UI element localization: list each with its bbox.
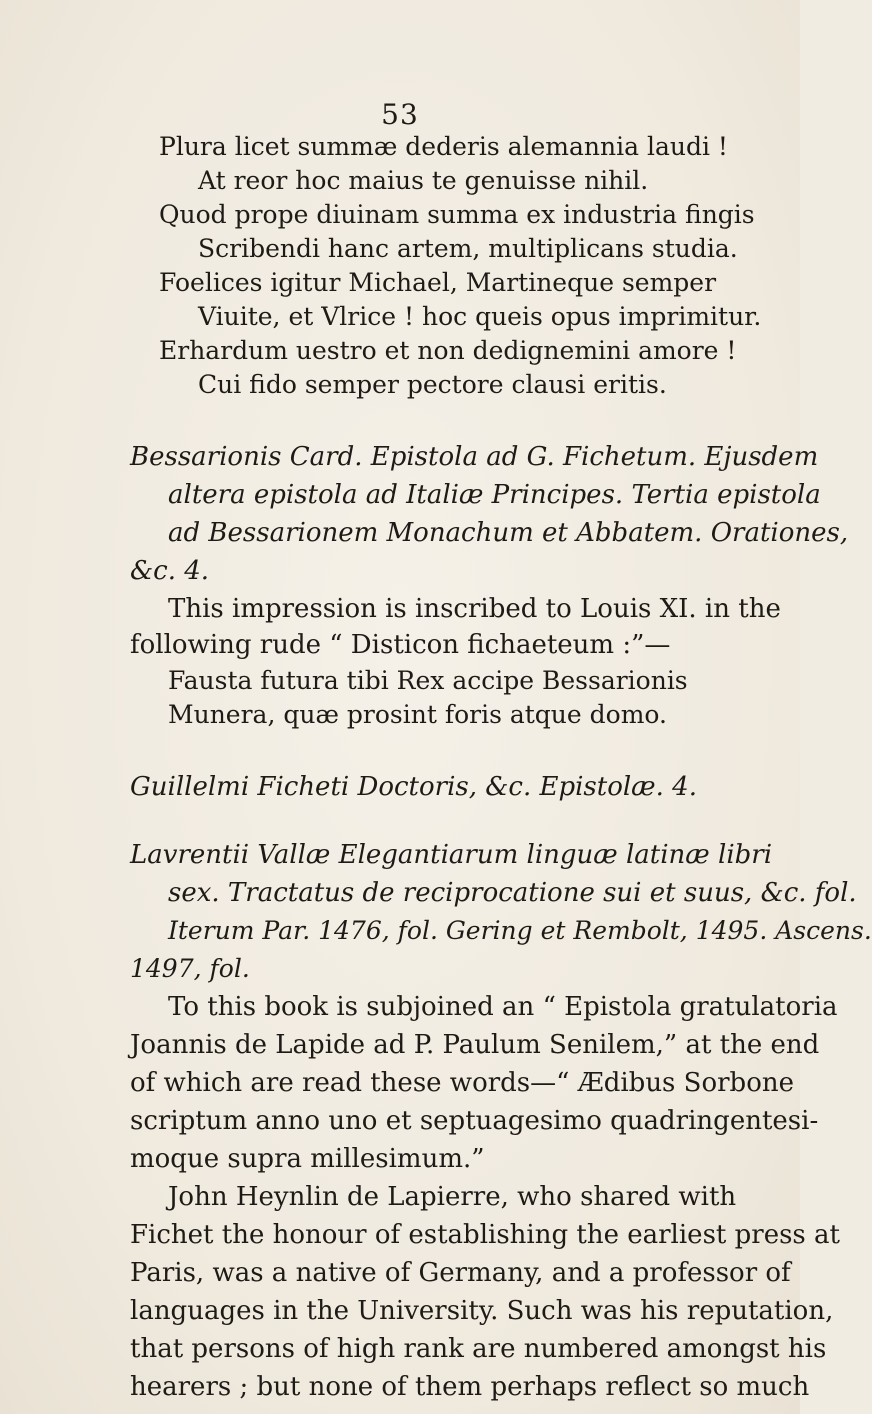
entry-title-line: altera epistola ad Italiæ Principes. Tertia epistola bbox=[168, 480, 821, 510]
entry-note-line: moque supra millesimum.” bbox=[130, 1144, 485, 1174]
entry-title-line: Bessarionis Card. Epistola ad G. Fichetum. Ejusdem bbox=[130, 442, 819, 472]
entry-title-line: 1497, fol. bbox=[130, 954, 250, 983]
verse-line: Plura licet summæ dederis alemannia laudi ! bbox=[159, 132, 728, 161]
entry-title-line: Iterum Par. 1476, fol. Gering et Rembolt, 1495. Ascens. bbox=[168, 916, 872, 945]
entry-title-line: sex. Tractatus de reciprocatione sui et suus, &c. fol. bbox=[168, 878, 857, 908]
entry-note-line: This impression is inscribed to Louis XI. in the bbox=[168, 594, 781, 624]
entry-title-line: &c. 4. bbox=[130, 556, 210, 586]
verse-line: Viuite, et Vlrice ! hoc queis opus imprimitur. bbox=[198, 302, 762, 331]
entry-title-line: Guillelmi Ficheti Doctoris, &c. Epistolæ. 4. bbox=[130, 772, 697, 802]
verse-line: At reor hoc maius te genuisse nihil. bbox=[198, 166, 649, 195]
body-line: languages in the University. Such was his reputation, bbox=[130, 1296, 834, 1326]
body-line: Fichet the honour of establishing the earliest press at bbox=[130, 1220, 840, 1250]
body-line: John Heynlin de Lapierre, who shared with bbox=[168, 1182, 737, 1212]
body-line: hearers ; but none of them perhaps reflect so much bbox=[130, 1372, 810, 1402]
entry-note-line: following rude “ Disticon fichaeteum :”— bbox=[130, 630, 671, 660]
verse-line: Scribendi hanc artem, multiplicans studia. bbox=[198, 234, 738, 263]
page-number: 53 bbox=[381, 98, 419, 131]
verse-line: Munera, quæ prosint foris atque domo. bbox=[168, 700, 667, 729]
verse-line: Cui fido semper pectore clausi eritis. bbox=[198, 370, 667, 399]
entry-title-line: ad Bessarionem Monachum et Abbatem. Orationes, bbox=[168, 518, 849, 548]
verse-line: Fausta futura tibi Rex accipe Bessarionis bbox=[168, 666, 688, 695]
body-line: that persons of high rank are numbered amongst his bbox=[130, 1334, 827, 1364]
entry-title-line: Lavrentii Vallæ Elegantiarum linguæ latinæ libri bbox=[130, 840, 773, 870]
body-line: Paris, was a native of Germany, and a professor of bbox=[130, 1258, 791, 1288]
verse-line: Foelices igitur Michael, Martineque semper bbox=[159, 268, 717, 297]
entry-note-line: To this book is subjoined an “ Epistola gratulatoria bbox=[168, 992, 838, 1022]
entry-note-line: Joannis de Lapide ad P. Paulum Senilem,” at the end bbox=[130, 1030, 820, 1060]
entry-note-line: scriptum anno uno et septuagesimo quadringentesi- bbox=[130, 1106, 819, 1136]
verse-line: Erhardum uestro et non dedignemini amore ! bbox=[159, 336, 737, 365]
entry-note-line: of which are read these words—“ Ædibus Sorbone bbox=[130, 1068, 794, 1098]
verse-line: Quod prope diuinam summa ex industria fingis bbox=[159, 200, 755, 229]
